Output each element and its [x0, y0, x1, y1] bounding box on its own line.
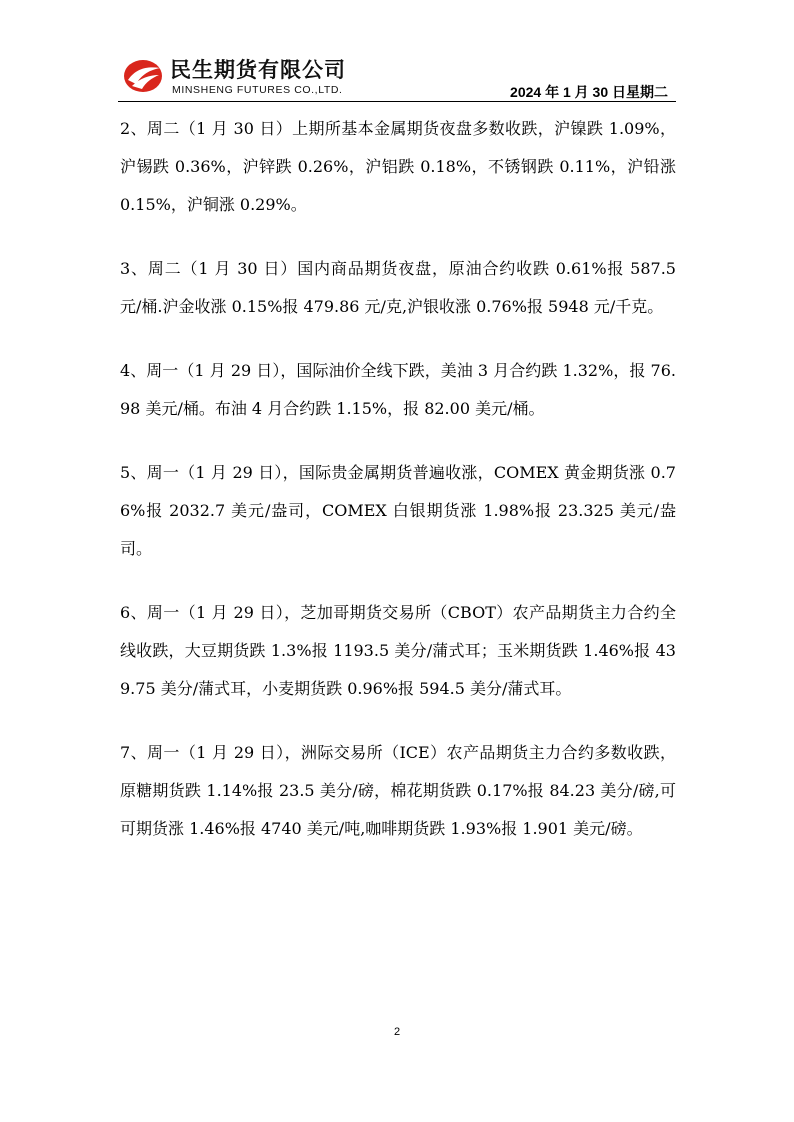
logo-chinese-name: 民生期货有限公司	[170, 58, 346, 82]
page-header	[118, 52, 676, 102]
page-body	[120, 110, 676, 874]
news-item-4: 4、周一（1 月 29 日），国际油价全线下跌，美油 3 月合约跌 1.32%，报 76.98 美元/桶。布油 4 月合约跌 1.15%，报 82.00 美元/桶。	[120, 361, 676, 418]
header-date: 2024 年 1 月 30 日星期二	[510, 84, 668, 100]
news-item-5: 5、周一（1 月 29 日），国际贵金属期货普遍收涨，COMEX 黄金期货涨 0.76%报 2032.7 美元/盎司，COMEX 白银期货涨 1.98%报 23.325 美元/盎司。	[120, 463, 676, 558]
minsheng-logo-icon	[122, 58, 164, 94]
news-item-3: 3、周二（1 月 30 日）国内商品期货夜盘，原油合约收跌 0.61%报 587.5 元/桶.沪金收涨 0.15%报 479.86 元/克,沪银收涨 0.76%报 5948 元/千克。	[120, 259, 676, 316]
news-item-2: 2、周二（1 月 30 日）上期所基本金属期货夜盘多数收跌，沪镍跌 1.09%，沪锡跌 0.36%，沪锌跌 0.26%，沪铝跌 0.18%，不锈钢跌 0.11%，沪铅涨 0.15%，沪铜涨 0.29%。	[120, 119, 676, 214]
page-number: 2	[393, 1026, 401, 1038]
news-item-7: 7、周一（1 月 29 日），洲际交易所（ICE）农产品期货主力合约多数收跌，原糖期货跌 1.14%报 23.5 美分/磅，棉花期货跌 0.17%报 84.23 美分/磅,可可期货涨 1.46%报 4740 美元/吨,咖啡期货跌 1.93%报 1.901 美元/磅。	[120, 743, 676, 838]
company-logo	[122, 54, 362, 98]
logo-english-name: MINSHENG FUTURES CO.,LTD.	[172, 84, 343, 96]
header-divider	[118, 101, 676, 102]
news-item-6: 6、周一（1 月 29 日），芝加哥期货交易所（CBOT）农产品期货主力合约全线收跌，大豆期货跌 1.3%报 1193.5 美分/蒲式耳；玉米期货跌 1.46%报 439.75 美分/蒲式耳，小麦期货跌 0.96%报 594.5 美分/蒲式耳。	[120, 603, 676, 698]
